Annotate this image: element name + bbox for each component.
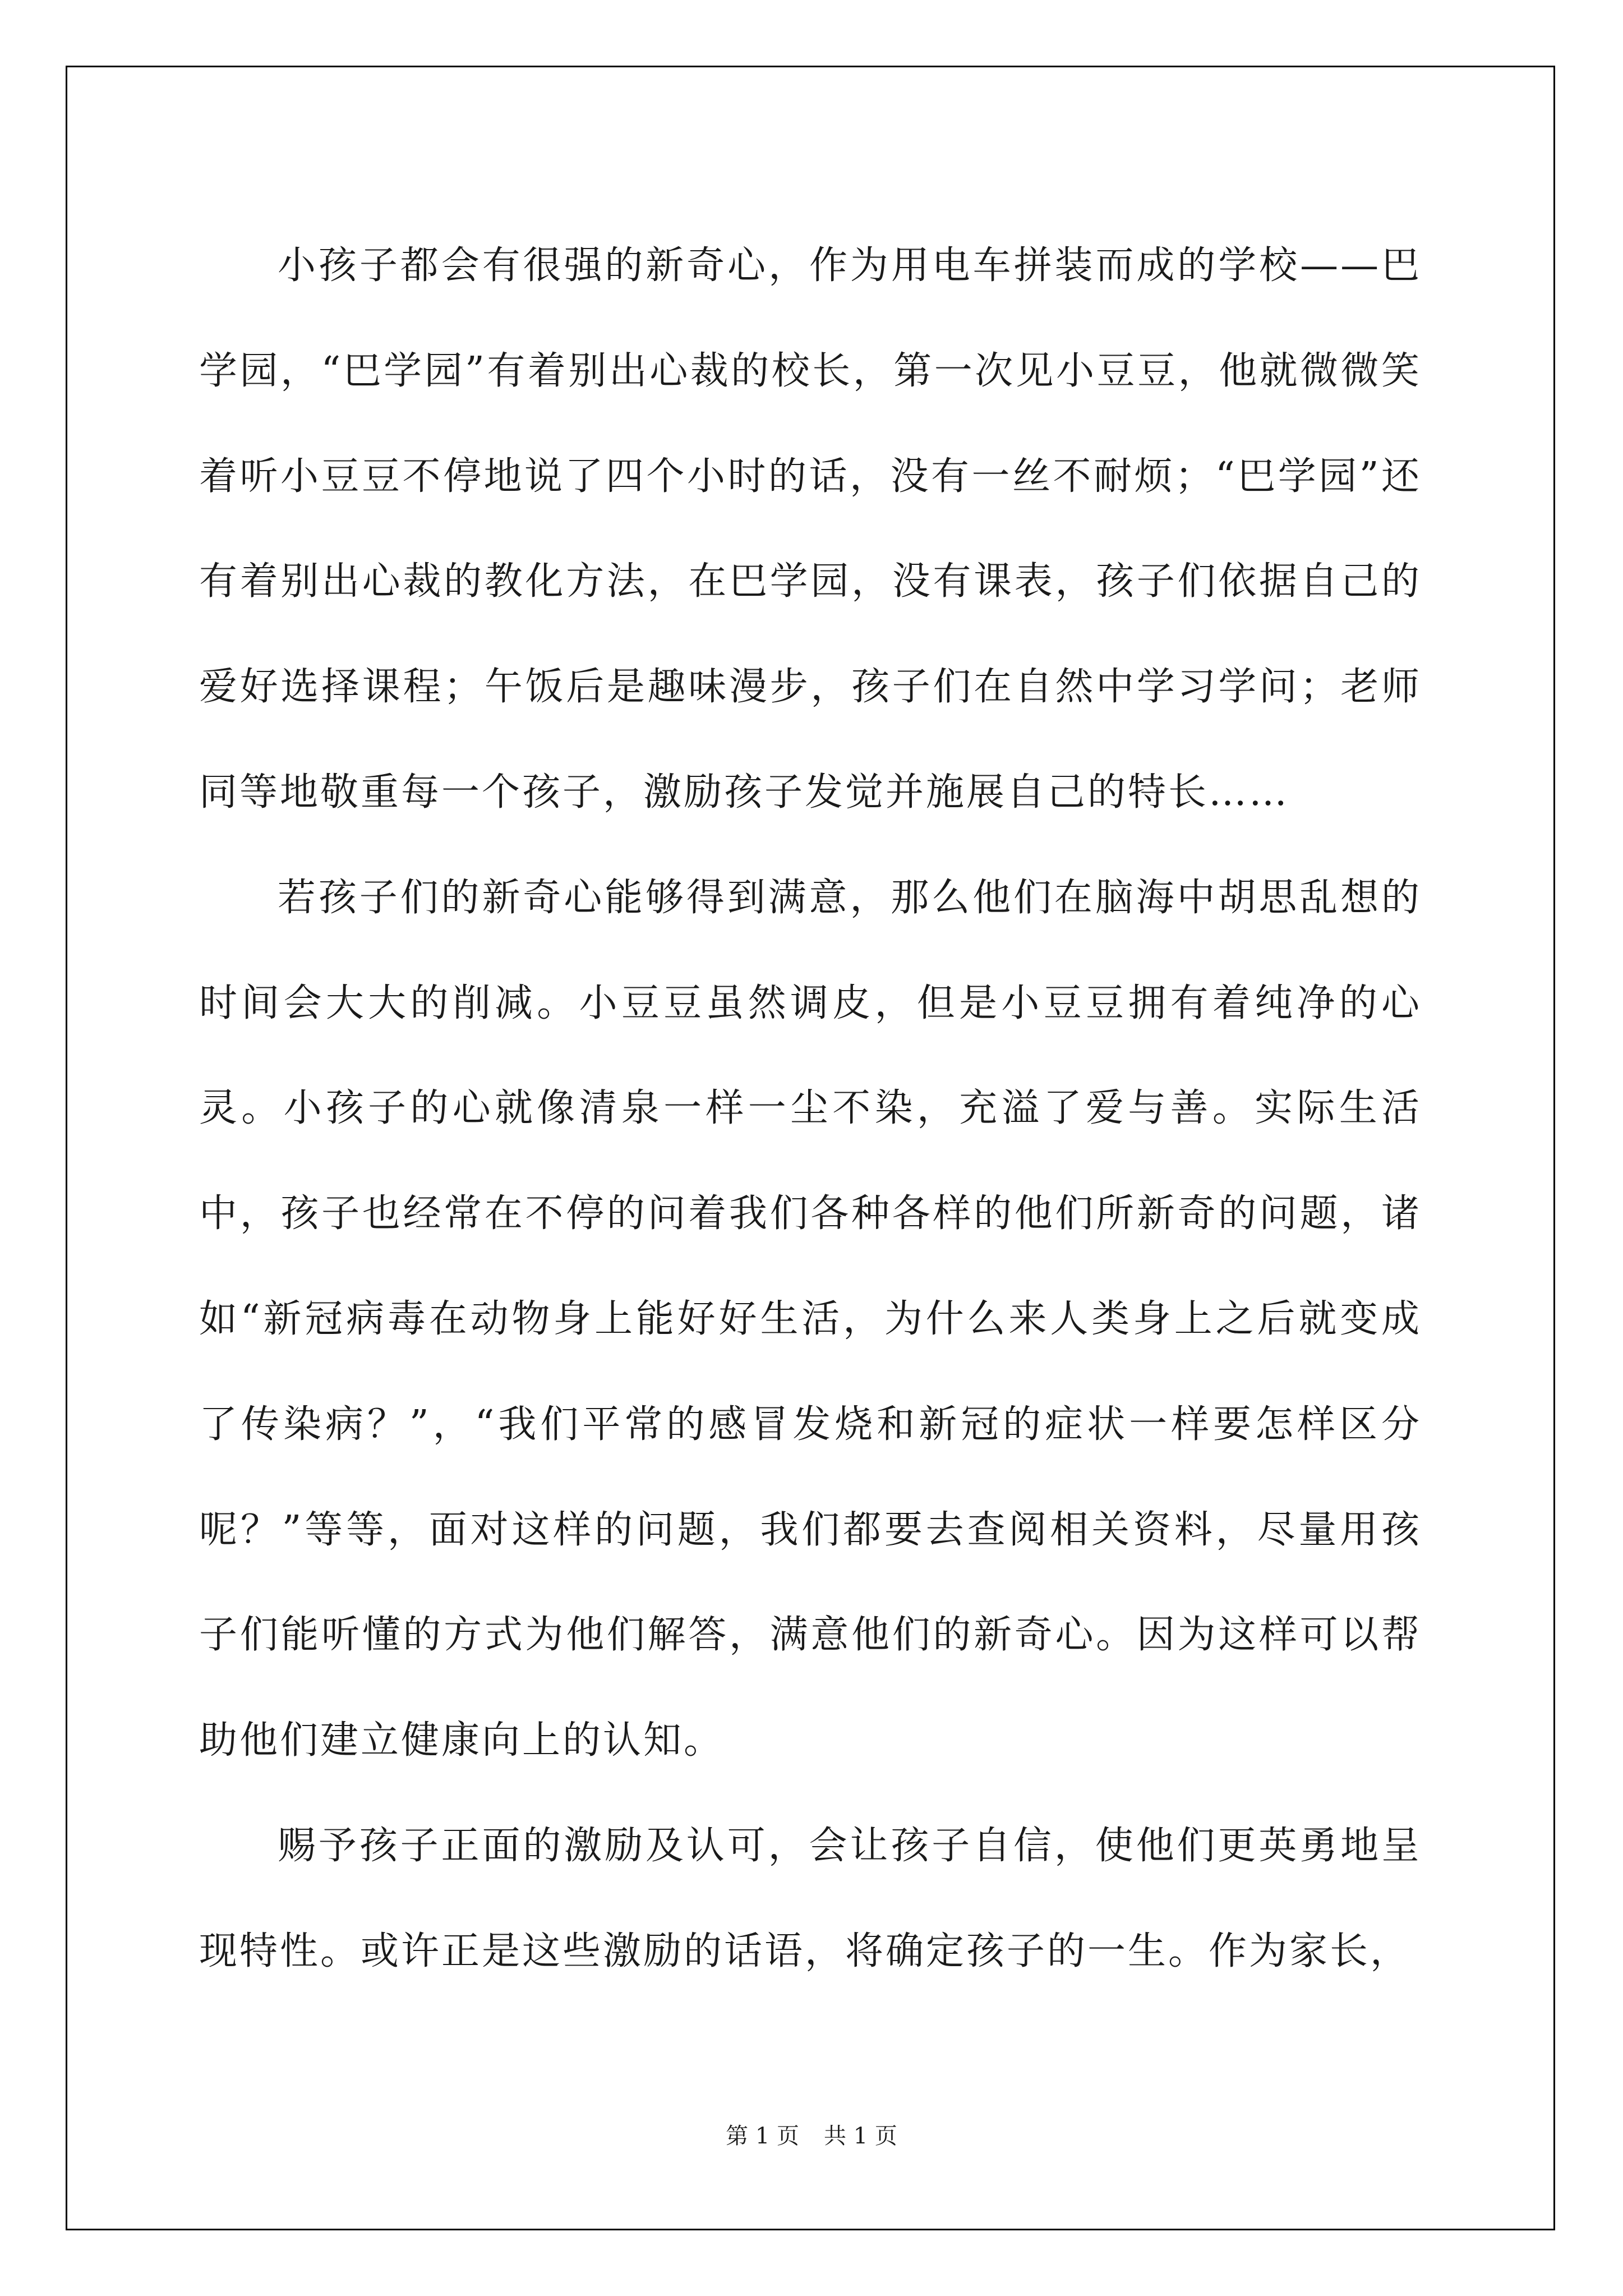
paragraph-2: 若孩子们的新奇心能够得到满意，那么他们在脑海中胡思乱想的时间会大大的削减。小豆豆虽然调皮，但是小豆豆拥有着纯净的心灵。小孩子的心就像清泉一样一尘不染，充溢了爱与善。实际生活中，孩子也经常在不停的问着我们各种各样的他们所新奇的问题，诸如“新冠病毒在动物身上能好好生活，为什么来人类身上之后就变成了传染病？”，“我们平常的感冒发烧和新冠的症状一样要怎样区分呢？”等等，面对这样的问题，我们都要去查阅相关资料，尽量用孩子们能听懂的方式为他们解答，满意他们的新奇心。因为这样可以帮助他们建立健康向上的认知。: [199, 875, 1422, 1763]
paragraph-3: 赐予孩子正面的激励及认可，会让孩子自信，使他们更英勇地呈现特性。或许正是这些激励的话语，将确定孩子的一生。作为家长，: [199, 1823, 1422, 1973]
page-footer: [0, 2118, 1623, 2150]
page-total: 共 1 页: [824, 2123, 897, 2149]
document-body: [199, 213, 1422, 2004]
paragraph-1: 小孩子都会有很强的新奇心，作为用电车拼装而成的学校——巴学园，“巴学园”有着别出心裁的校长，第一次见小豆豆，他就微微笑着听小豆豆不停地说了四个小时的话，没有一丝不耐烦；“巴学园”还有着别出心裁的教化方法，在巴学园，没有课表，孩子们依据自己的爱好选择课程；午饭后是趣味漫步，孩子们在自然中学习学问；老师同等地敬重每一个孩子，激励孩子发觉并施展自己的特长……: [199, 243, 1422, 815]
page-number: 第 1 页: [726, 2123, 799, 2149]
